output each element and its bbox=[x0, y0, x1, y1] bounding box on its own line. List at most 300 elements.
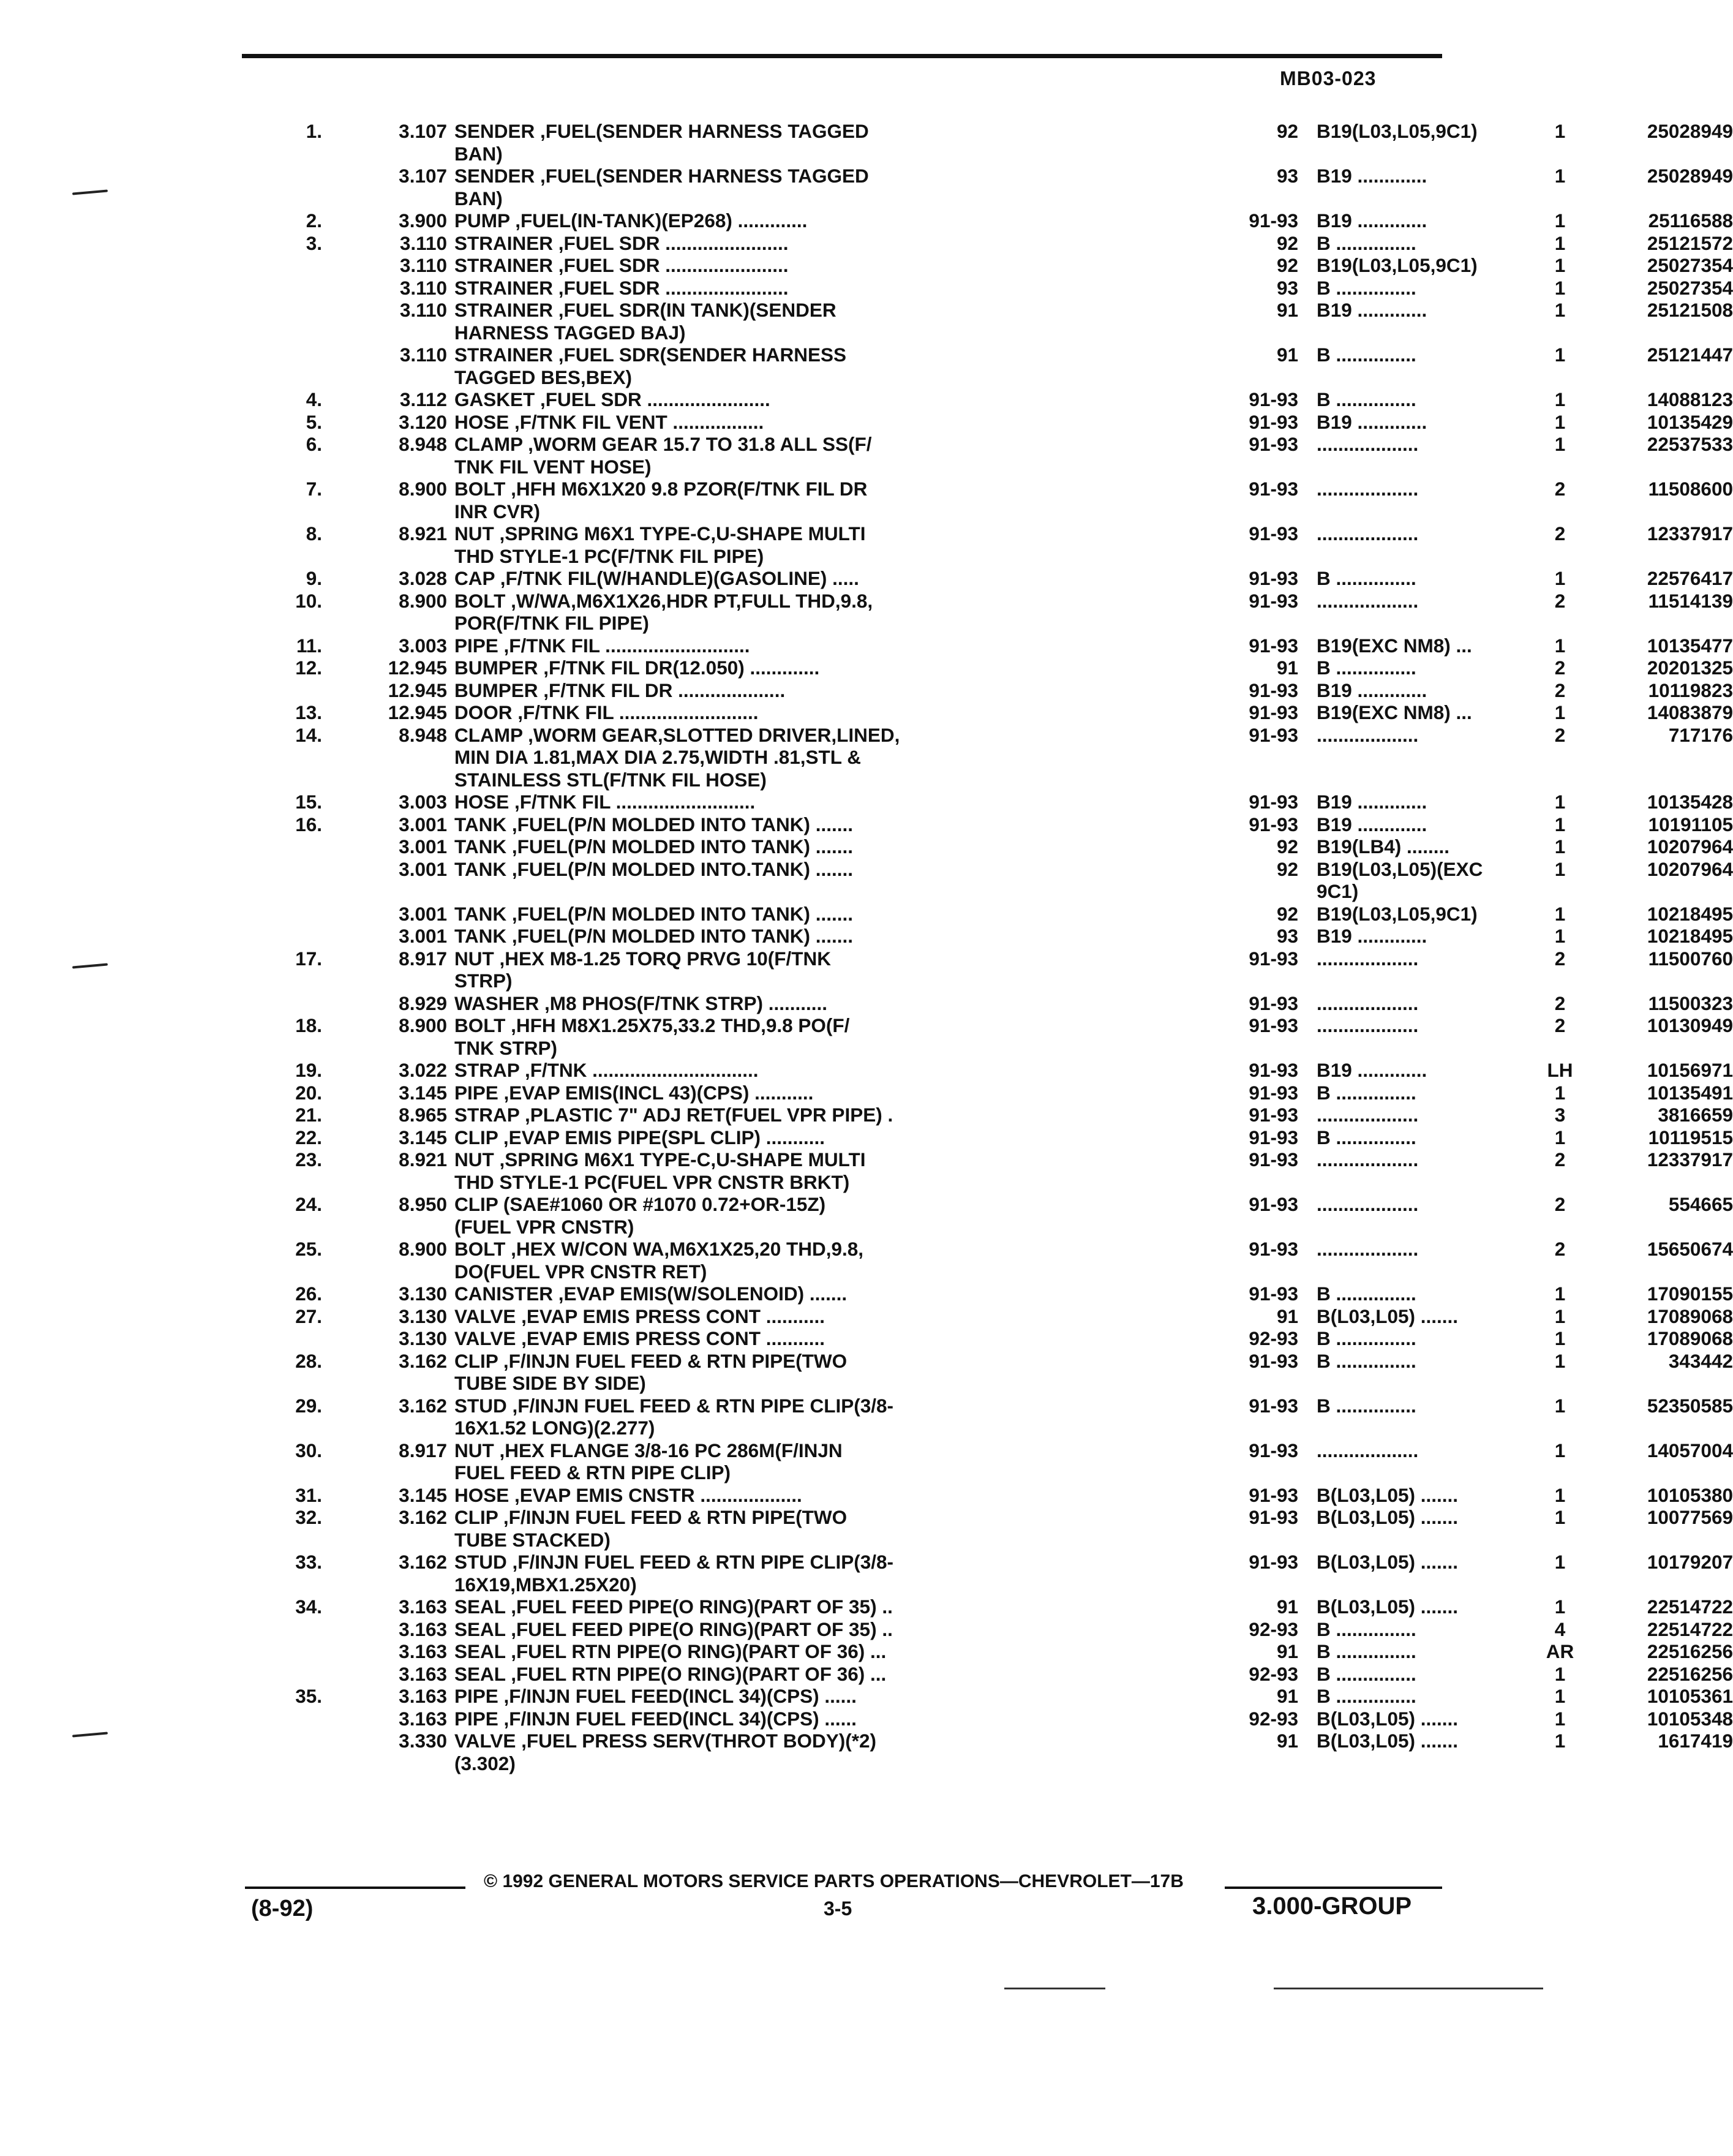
part-number: 22514722 bbox=[1647, 1596, 1733, 1618]
quantity: 2 bbox=[1554, 657, 1566, 679]
part-number: 10105348 bbox=[1647, 1707, 1733, 1730]
quantity: 1 bbox=[1554, 1081, 1566, 1104]
model-years: 92 bbox=[1276, 254, 1298, 276]
table-row bbox=[288, 746, 1457, 769]
quantity: 1 bbox=[1554, 791, 1566, 813]
model-years: 91-93 bbox=[1249, 1238, 1298, 1260]
part-number: 10135477 bbox=[1647, 634, 1733, 657]
group-number: 8.917 bbox=[399, 1439, 447, 1461]
quantity: 2 bbox=[1554, 1193, 1566, 1215]
model-code: B(L03,L05) ....... bbox=[1317, 1596, 1459, 1618]
quantity: 1 bbox=[1554, 276, 1566, 299]
model-years: 91-93 bbox=[1249, 947, 1298, 970]
table-row bbox=[288, 1238, 1733, 1261]
model-years: 91-93 bbox=[1249, 791, 1298, 813]
model-code: B ............... bbox=[1317, 388, 1416, 410]
group-number: 3.112 bbox=[399, 388, 447, 410]
model-code: B ............... bbox=[1317, 1283, 1416, 1305]
scan-rule bbox=[1274, 1988, 1543, 1989]
quantity: 1 bbox=[1554, 1349, 1566, 1372]
ref-number: 3. bbox=[306, 232, 322, 254]
footer-date: (8-92) bbox=[251, 1896, 314, 1921]
model-years: 91-93 bbox=[1249, 478, 1298, 500]
model-code: B(L03,L05) ....... bbox=[1317, 1305, 1459, 1327]
model-code: B19 ............. bbox=[1317, 410, 1427, 433]
part-description: BOLT ,HFH M6X1X20 9.8 PZOR(F/TNK FIL DR bbox=[454, 478, 868, 500]
model-code: B(L03,L05) ....... bbox=[1317, 1730, 1459, 1752]
model-code: B ............... bbox=[1317, 1662, 1416, 1685]
parts-table bbox=[288, 120, 1733, 1774]
model-years: 91-93 bbox=[1249, 1126, 1298, 1148]
quantity: 1 bbox=[1554, 1394, 1566, 1417]
part-description: TNK FIL VENT HOSE) bbox=[454, 455, 652, 478]
model-code: B19(L03,L05,9C1) bbox=[1317, 254, 1478, 276]
part-number: 10119515 bbox=[1648, 1126, 1733, 1148]
table-row bbox=[288, 1439, 1733, 1462]
part-description: CLIP ,F/INJN FUEL FEED & RTN PIPE(TWO bbox=[454, 1349, 848, 1372]
table-row bbox=[288, 835, 1733, 858]
quantity: 1 bbox=[1554, 1662, 1566, 1685]
model-code: 9C1) bbox=[1317, 880, 1359, 902]
part-number: 25028949 bbox=[1647, 120, 1733, 142]
table-row bbox=[288, 1081, 1733, 1104]
group-number: 8.900 bbox=[399, 1238, 447, 1260]
model-code: B ............... bbox=[1317, 1126, 1416, 1148]
part-description: BOLT ,W/WA,M6X1X26,HDR PT,FULL THD,9.8, bbox=[454, 589, 873, 612]
footer-copyright: © 1992 GENERAL MOTORS SERVICE PARTS OPERATIONS—CHEVROLET—17B bbox=[484, 1871, 1184, 1891]
table-row bbox=[288, 567, 1733, 590]
ref-number: 5. bbox=[306, 410, 322, 433]
part-number: 10130949 bbox=[1647, 1014, 1733, 1036]
group-number: 8.950 bbox=[399, 1193, 447, 1215]
quantity: 2 bbox=[1554, 1014, 1566, 1036]
part-description: DO(FUEL VPR CNSTR RET) bbox=[454, 1260, 707, 1283]
table-row bbox=[288, 1417, 1457, 1439]
part-description: PIPE ,EVAP EMIS(INCL 43)(CPS) ........... bbox=[454, 1081, 814, 1104]
part-number: 14088123 bbox=[1647, 388, 1733, 410]
group-number: 3.028 bbox=[399, 567, 447, 589]
part-number: 10207964 bbox=[1647, 835, 1733, 858]
part-description: CLAMP ,WORM GEAR 15.7 TO 31.8 ALL SS(F/ bbox=[454, 433, 872, 455]
model-code: B19(EXC NM8) ... bbox=[1317, 701, 1472, 723]
table-row bbox=[288, 970, 1457, 992]
quantity: 1 bbox=[1554, 254, 1566, 276]
table-row bbox=[288, 232, 1733, 255]
model-years: 93 bbox=[1276, 925, 1298, 947]
model-years: 91-93 bbox=[1249, 634, 1298, 657]
part-number: 52350585 bbox=[1647, 1394, 1733, 1417]
part-description: BOLT ,HEX W/CON WA,M6X1X25,20 THD,9.8, bbox=[454, 1238, 864, 1260]
model-code: ................... bbox=[1317, 478, 1419, 500]
model-code: B19(EXC NM8) ... bbox=[1317, 634, 1472, 657]
group-number: 3.107 bbox=[399, 165, 447, 187]
group-number: 3.110 bbox=[399, 344, 447, 366]
margin-mark bbox=[72, 963, 108, 968]
footer-rule bbox=[245, 1887, 465, 1889]
table-row bbox=[288, 1506, 1733, 1529]
quantity: 1 bbox=[1554, 1596, 1566, 1618]
margin-mark bbox=[72, 1732, 108, 1737]
model-years: 91-93 bbox=[1249, 388, 1298, 410]
model-years: 91-93 bbox=[1249, 1551, 1298, 1573]
model-years: 91-93 bbox=[1249, 723, 1298, 746]
part-description: TANK ,FUEL(P/N MOLDED INTO TANK) ....... bbox=[454, 925, 853, 947]
quantity: 1 bbox=[1554, 902, 1566, 925]
part-description: HOSE ,F/TNK FIL .......................... bbox=[454, 791, 756, 813]
part-number: 10191105 bbox=[1648, 813, 1733, 835]
part-description: STRAINER ,FUEL SDR ....................... bbox=[454, 232, 789, 254]
table-row bbox=[288, 1059, 1733, 1082]
part-description: BAN) bbox=[454, 187, 503, 209]
model-years: 91 bbox=[1276, 657, 1298, 679]
part-description: FUEL FEED & RTN PIPE CLIP) bbox=[454, 1461, 731, 1483]
part-number: 22516256 bbox=[1647, 1662, 1733, 1685]
model-years: 91-93 bbox=[1249, 1059, 1298, 1081]
table-row bbox=[288, 1596, 1733, 1618]
quantity: 1 bbox=[1554, 925, 1566, 947]
model-code: B ............... bbox=[1317, 1618, 1416, 1640]
table-row bbox=[288, 612, 1457, 635]
model-years: 91-93 bbox=[1249, 1148, 1298, 1170]
table-row bbox=[288, 947, 1733, 970]
table-row bbox=[288, 1685, 1733, 1708]
part-number: 25121447 bbox=[1647, 344, 1733, 366]
margin-mark bbox=[72, 189, 108, 195]
model-years: 91-93 bbox=[1249, 1081, 1298, 1104]
quantity: AR bbox=[1546, 1640, 1574, 1662]
part-description: TUBE SIDE BY SIDE) bbox=[454, 1372, 646, 1394]
part-number: 25027354 bbox=[1647, 254, 1733, 276]
part-number: 10207964 bbox=[1647, 858, 1733, 880]
group-number: 3.145 bbox=[399, 1483, 447, 1506]
quantity: 1 bbox=[1554, 1551, 1566, 1573]
ref-number: 12. bbox=[295, 657, 322, 679]
group-number: 3.110 bbox=[399, 276, 447, 299]
part-description: NUT ,HEX FLANGE 3/8-16 PC 286M(F/INJN bbox=[454, 1439, 843, 1461]
ref-number: 4. bbox=[306, 388, 322, 410]
scan-rule bbox=[1004, 1988, 1105, 1989]
model-years: 91-93 bbox=[1249, 522, 1298, 545]
model-years: 93 bbox=[1276, 276, 1298, 299]
part-description: TANK ,FUEL(P/N MOLDED INTO.TANK) ....... bbox=[454, 858, 853, 880]
part-description: CLAMP ,WORM GEAR,SLOTTED DRIVER,LINED, bbox=[454, 723, 900, 746]
part-description: STRAINER ,FUEL SDR(SENDER HARNESS bbox=[454, 344, 846, 366]
group-number: 12.945 bbox=[388, 679, 447, 701]
group-number: 3.110 bbox=[399, 232, 447, 254]
ref-number: 33. bbox=[295, 1551, 322, 1573]
ref-number: 32. bbox=[295, 1506, 322, 1528]
part-description: HOSE ,EVAP EMIS CNSTR ................... bbox=[454, 1483, 802, 1506]
quantity: 1 bbox=[1554, 1483, 1566, 1506]
model-years: 91-93 bbox=[1249, 1014, 1298, 1036]
model-years: 91-93 bbox=[1249, 992, 1298, 1014]
table-row bbox=[288, 500, 1457, 523]
part-number: 17090155 bbox=[1647, 1283, 1733, 1305]
part-description: TAGGED BES,BEX) bbox=[454, 366, 632, 388]
model-years: 91-93 bbox=[1249, 1283, 1298, 1305]
table-row bbox=[288, 344, 1733, 366]
model-code: B ............... bbox=[1317, 1327, 1416, 1349]
part-description: PIPE ,F/INJN FUEL FEED(INCL 34)(CPS) ...... bbox=[454, 1685, 857, 1707]
model-code: ................... bbox=[1317, 1193, 1419, 1215]
table-row bbox=[288, 120, 1733, 143]
model-code: B ............... bbox=[1317, 567, 1416, 589]
ref-number: 19. bbox=[295, 1059, 322, 1081]
table-row bbox=[288, 791, 1733, 813]
group-number: 3.130 bbox=[399, 1283, 447, 1305]
part-description: CANISTER ,EVAP EMIS(W/SOLENOID) ....... bbox=[454, 1283, 848, 1305]
model-code: B19 ............. bbox=[1317, 165, 1427, 187]
table-row bbox=[288, 1126, 1733, 1149]
table-row bbox=[288, 634, 1733, 657]
ref-number: 22. bbox=[295, 1126, 322, 1148]
model-code: B ............... bbox=[1317, 1081, 1416, 1104]
part-description: CLIP (SAE#1060 OR #1070 0.72+OR-15Z) bbox=[454, 1193, 826, 1215]
model-years: 91 bbox=[1276, 1305, 1298, 1327]
group-number: 3.145 bbox=[399, 1081, 447, 1104]
model-code: B ............... bbox=[1317, 1685, 1416, 1707]
table-row bbox=[288, 1148, 1733, 1171]
model-code: B19 ............. bbox=[1317, 791, 1427, 813]
model-years: 91 bbox=[1276, 299, 1298, 321]
model-code: B19(LB4) ........ bbox=[1317, 835, 1450, 858]
model-years: 91 bbox=[1276, 1596, 1298, 1618]
part-description: INR CVR) bbox=[454, 500, 540, 522]
quantity: 1 bbox=[1554, 388, 1566, 410]
group-number: 3.001 bbox=[399, 835, 447, 858]
ref-number: 28. bbox=[295, 1349, 322, 1372]
part-description: GASKET ,FUEL SDR ....................... bbox=[454, 388, 770, 410]
part-number: 10156971 bbox=[1647, 1059, 1733, 1081]
model-code: ................... bbox=[1317, 1014, 1419, 1036]
model-code: ................... bbox=[1317, 589, 1419, 612]
model-years: 92 bbox=[1276, 120, 1298, 142]
model-code: ................... bbox=[1317, 433, 1419, 455]
quantity: 1 bbox=[1554, 433, 1566, 455]
table-row bbox=[288, 433, 1733, 456]
quantity: 2 bbox=[1554, 723, 1566, 746]
model-years: 91 bbox=[1276, 344, 1298, 366]
table-row bbox=[288, 522, 1733, 545]
part-description: SEAL ,FUEL FEED PIPE(O RING)(PART OF 35) .. bbox=[454, 1596, 893, 1618]
quantity: 1 bbox=[1554, 1126, 1566, 1148]
ref-number: 31. bbox=[295, 1483, 322, 1506]
group-number: 3.900 bbox=[399, 209, 447, 232]
model-years: 92-93 bbox=[1249, 1662, 1298, 1685]
part-number: 10135429 bbox=[1647, 410, 1733, 433]
part-description: SENDER ,FUEL(SENDER HARNESS TAGGED bbox=[454, 120, 869, 142]
part-description: POR(F/TNK FIL PIPE) bbox=[454, 612, 649, 634]
ref-number: 16. bbox=[295, 813, 322, 835]
quantity: 2 bbox=[1554, 589, 1566, 612]
part-number: 25116588 bbox=[1648, 209, 1733, 232]
quantity: 1 bbox=[1554, 1283, 1566, 1305]
part-number: 10135491 bbox=[1647, 1081, 1733, 1104]
model-years: 91-93 bbox=[1249, 679, 1298, 701]
part-number: 11514139 bbox=[1648, 589, 1733, 612]
model-code: B(L03,L05) ....... bbox=[1317, 1707, 1459, 1730]
group-number: 8.917 bbox=[399, 947, 447, 970]
table-row bbox=[288, 902, 1733, 925]
model-code: B(L03,L05) ....... bbox=[1317, 1551, 1459, 1573]
model-years: 91 bbox=[1276, 1685, 1298, 1707]
quantity: 1 bbox=[1554, 567, 1566, 589]
group-number: 3.163 bbox=[399, 1640, 447, 1662]
table-row bbox=[288, 410, 1733, 434]
table-row bbox=[288, 187, 1457, 210]
part-description: SEAL ,FUEL RTN PIPE(O RING)(PART OF 36) ... bbox=[454, 1662, 887, 1685]
model-years: 91-93 bbox=[1249, 1394, 1298, 1417]
part-description: NUT ,SPRING M6X1 TYPE-C,U-SHAPE MULTI bbox=[454, 1148, 866, 1170]
part-description: STUD ,F/INJN FUEL FEED & RTN PIPE CLIP(3/8- bbox=[454, 1394, 893, 1417]
model-years: 91-93 bbox=[1249, 209, 1298, 232]
model-years: 91-93 bbox=[1249, 567, 1298, 589]
table-row bbox=[288, 143, 1457, 165]
part-description: TANK ,FUEL(P/N MOLDED INTO TANK) ....... bbox=[454, 902, 853, 925]
part-number: 11500323 bbox=[1648, 992, 1733, 1014]
part-number: 14057004 bbox=[1647, 1439, 1733, 1461]
part-number: 11500760 bbox=[1648, 947, 1733, 970]
model-years: 91-93 bbox=[1249, 1349, 1298, 1372]
quantity: 1 bbox=[1554, 1305, 1566, 1327]
group-number: 8.965 bbox=[399, 1104, 447, 1126]
model-code: B ............... bbox=[1317, 232, 1416, 254]
ref-number: 6. bbox=[306, 433, 322, 455]
part-number: 17089068 bbox=[1647, 1327, 1733, 1349]
model-code: B19 ............. bbox=[1317, 209, 1427, 232]
group-number: 8.921 bbox=[399, 1148, 447, 1170]
table-row bbox=[288, 880, 1457, 903]
group-number: 3.162 bbox=[399, 1506, 447, 1528]
quantity: 2 bbox=[1554, 478, 1566, 500]
group-number: 3.022 bbox=[399, 1059, 447, 1081]
model-code: B19 ............. bbox=[1317, 813, 1427, 835]
group-number: 3.110 bbox=[399, 299, 447, 321]
table-row bbox=[288, 925, 1733, 948]
model-code: ................... bbox=[1317, 1439, 1419, 1461]
table-row bbox=[288, 1483, 1733, 1507]
quantity: 1 bbox=[1554, 165, 1566, 187]
part-number: 14083879 bbox=[1647, 701, 1733, 723]
part-description: CLIP ,EVAP EMIS PIPE(SPL CLIP) ........... bbox=[454, 1126, 825, 1148]
model-code: B(L03,L05) ....... bbox=[1317, 1483, 1459, 1506]
group-number: 3.162 bbox=[399, 1551, 447, 1573]
table-row bbox=[288, 1551, 1733, 1574]
group-number: 3.130 bbox=[399, 1327, 447, 1349]
ref-number: 15. bbox=[295, 791, 322, 813]
part-description: HARNESS TAGGED BAJ) bbox=[454, 321, 686, 344]
part-description: (3.302) bbox=[454, 1752, 516, 1774]
table-row bbox=[288, 1640, 1733, 1663]
quantity: 1 bbox=[1554, 344, 1566, 366]
model-code: B ............... bbox=[1317, 1349, 1416, 1372]
group-number: 3.163 bbox=[399, 1685, 447, 1707]
ref-number: 27. bbox=[295, 1305, 322, 1327]
part-description: TUBE STACKED) bbox=[454, 1528, 611, 1551]
ref-number: 34. bbox=[295, 1596, 322, 1618]
part-number: 3816659 bbox=[1658, 1104, 1733, 1126]
table-row bbox=[288, 366, 1457, 389]
group-number: 3.330 bbox=[399, 1730, 447, 1752]
model-code: B19(L03,L05,9C1) bbox=[1317, 120, 1478, 142]
quantity: 2 bbox=[1554, 1148, 1566, 1170]
part-description: MIN DIA 1.81,MAX DIA 2.75,WIDTH .81,STL & bbox=[454, 746, 861, 768]
part-description: PUMP ,FUEL(IN-TANK)(EP268) ............. bbox=[454, 209, 808, 232]
model-years: 91-93 bbox=[1249, 410, 1298, 433]
part-description: THD STYLE-1 PC(F/TNK FIL PIPE) bbox=[454, 545, 764, 567]
quantity: 1 bbox=[1554, 813, 1566, 835]
part-description: TANK ,FUEL(P/N MOLDED INTO TANK) ....... bbox=[454, 835, 853, 858]
table-row bbox=[288, 992, 1733, 1015]
part-description: TNK STRP) bbox=[454, 1036, 557, 1059]
model-years: 93 bbox=[1276, 165, 1298, 187]
footer-rule bbox=[1225, 1887, 1442, 1889]
top-rule bbox=[242, 54, 1442, 58]
part-number: 10105380 bbox=[1647, 1483, 1733, 1506]
table-row bbox=[288, 1707, 1733, 1730]
table-row bbox=[288, 723, 1733, 747]
model-years: 91-93 bbox=[1249, 1483, 1298, 1506]
quantity: 4 bbox=[1554, 1618, 1566, 1640]
group-number: 8.929 bbox=[399, 992, 447, 1014]
table-row bbox=[288, 209, 1733, 232]
table-row bbox=[288, 1574, 1457, 1596]
quantity: 1 bbox=[1554, 1439, 1566, 1461]
table-row bbox=[288, 1216, 1457, 1238]
table-row bbox=[288, 701, 1733, 724]
ref-number: 24. bbox=[295, 1193, 322, 1215]
group-number: 3.130 bbox=[399, 1305, 447, 1327]
model-years: 92 bbox=[1276, 835, 1298, 858]
ref-number: 26. bbox=[295, 1283, 322, 1305]
quantity: 1 bbox=[1554, 1327, 1566, 1349]
part-number: 554665 bbox=[1668, 1193, 1733, 1215]
model-years: 91-93 bbox=[1249, 813, 1298, 835]
group-number: 3.003 bbox=[399, 634, 447, 657]
group-number: 8.948 bbox=[399, 433, 447, 455]
group-number: 12.945 bbox=[388, 701, 447, 723]
part-description: (FUEL VPR CNSTR) bbox=[454, 1215, 634, 1238]
model-years: 92 bbox=[1276, 858, 1298, 880]
table-row bbox=[288, 388, 1733, 411]
part-description: STRP) bbox=[454, 970, 513, 992]
table-row bbox=[288, 456, 1457, 478]
quantity: 1 bbox=[1554, 1506, 1566, 1528]
table-row bbox=[288, 1752, 1457, 1775]
quantity: 1 bbox=[1554, 120, 1566, 142]
model-years: 92-93 bbox=[1249, 1327, 1298, 1349]
part-number: 1617419 bbox=[1658, 1730, 1733, 1752]
part-number: 25027354 bbox=[1647, 276, 1733, 299]
table-row bbox=[288, 1662, 1733, 1686]
part-number: 11508600 bbox=[1648, 478, 1733, 500]
table-row bbox=[288, 1327, 1733, 1350]
footer-group-code: 3.000-GROUP bbox=[1252, 1893, 1412, 1920]
part-description: 16X19,MBX1.25X20) bbox=[454, 1573, 637, 1596]
table-row bbox=[288, 1037, 1457, 1060]
group-number: 3.163 bbox=[399, 1618, 447, 1640]
table-row bbox=[288, 1104, 1733, 1126]
part-number: 25121508 bbox=[1647, 299, 1733, 321]
model-code: ................... bbox=[1317, 992, 1419, 1014]
quantity: 1 bbox=[1554, 1730, 1566, 1752]
part-description: CAP ,F/TNK FIL(W/HANDLE)(GASOLINE) ..... bbox=[454, 567, 859, 589]
ref-number: 1. bbox=[306, 120, 322, 142]
model-code: B19(L03,L05,9C1) bbox=[1317, 902, 1478, 925]
part-description: WASHER ,M8 PHOS(F/TNK STRP) ........... bbox=[454, 992, 828, 1014]
quantity: 1 bbox=[1554, 209, 1566, 232]
part-description: DOOR ,F/TNK FIL .......................... bbox=[454, 701, 759, 723]
